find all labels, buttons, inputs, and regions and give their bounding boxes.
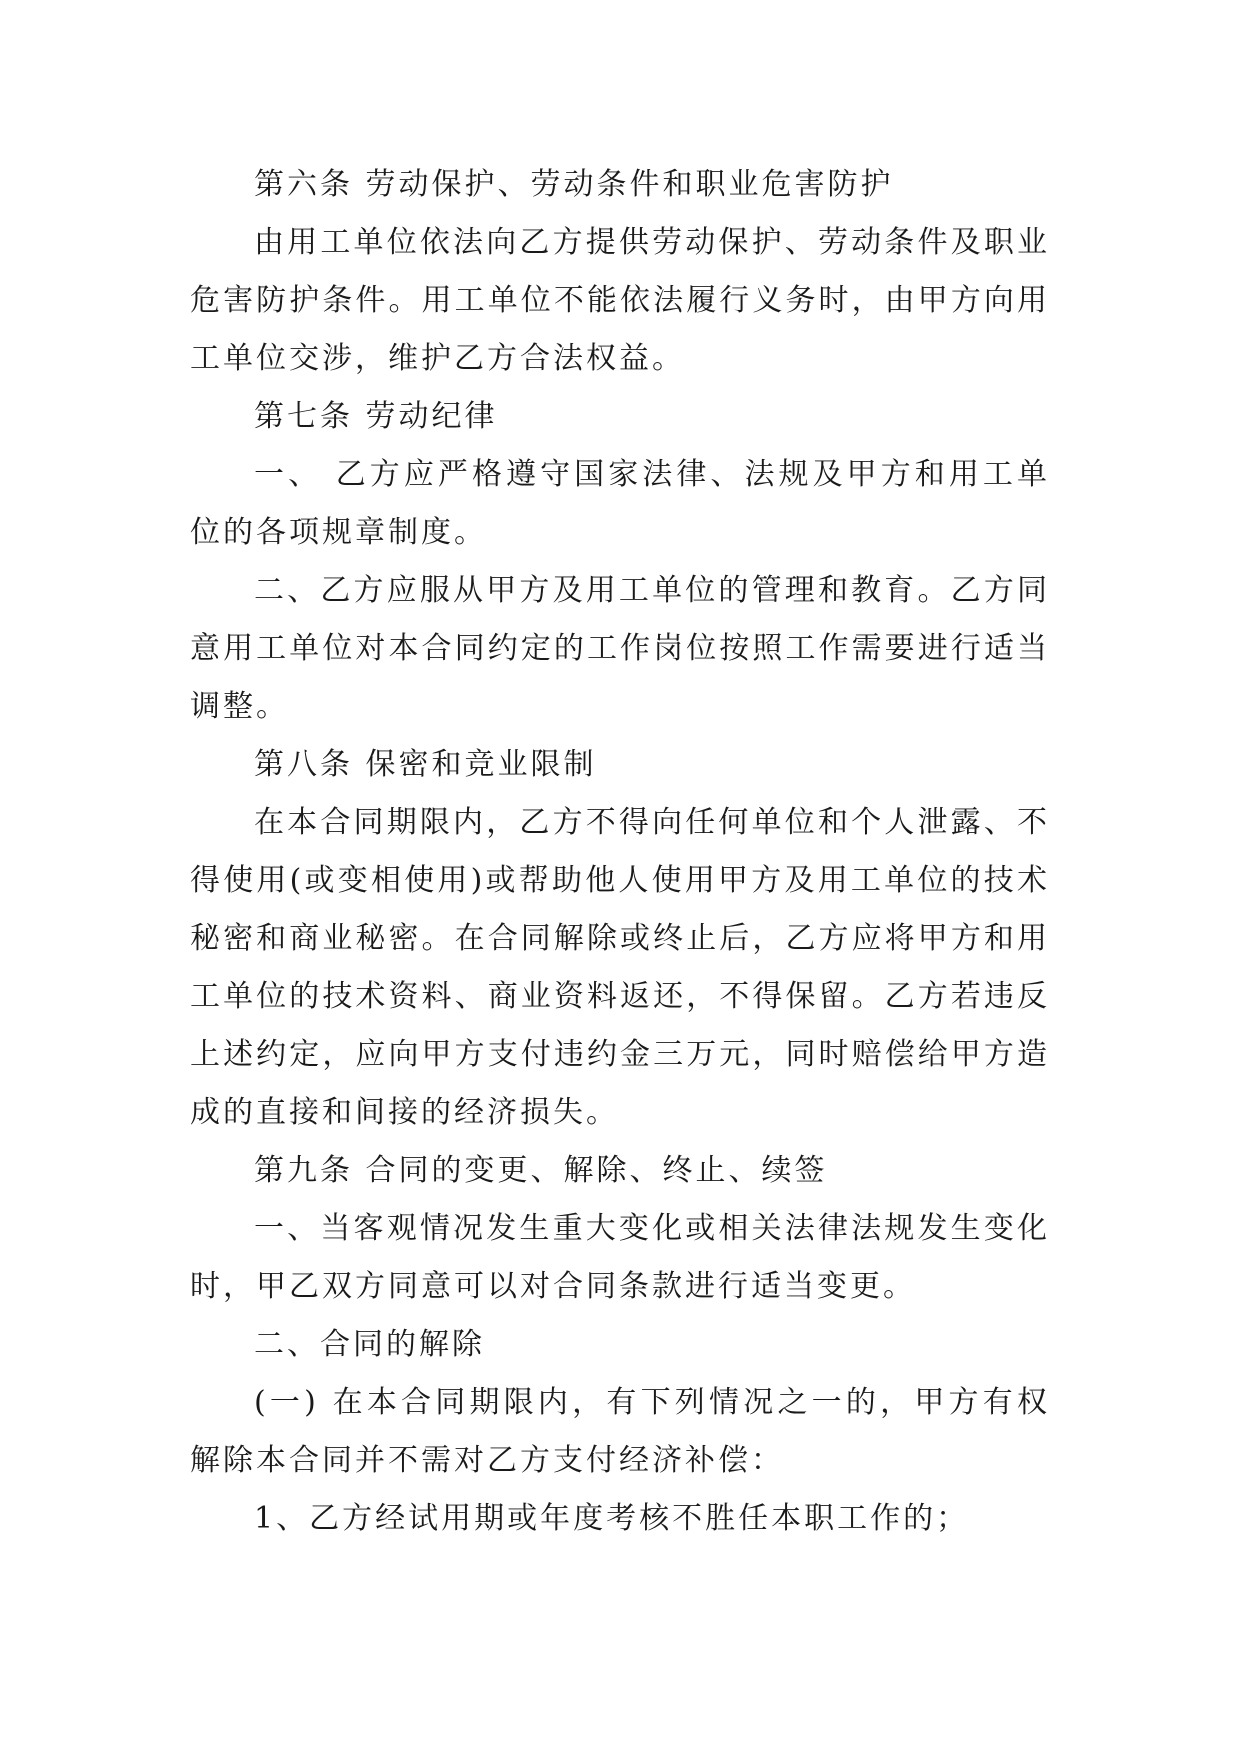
article-9-subclause-1: (一) 在本合同期限内，有下列情况之一的，甲方有权解除本合同并不需对乙方支付经济补偿： xyxy=(190,1385,1050,1478)
article-7-heading: 第七条 劳动纪律 xyxy=(254,399,498,434)
document-body xyxy=(190,156,1050,1548)
article-7-clause-2: 二、乙方应服从甲方及用工单位的管理和教育。乙方同意用工单位对本合同约定的工作岗位按照工作需要进行适当调整。 xyxy=(190,573,1050,724)
article-8-heading: 第八条 保密和竞业限制 xyxy=(254,747,597,782)
article-8-paragraph: 在本合同期限内，乙方不得向任何单位和个人泄露、不得使用(或变相使用)或帮助他人使用甲方及用工单位的技术秘密和商业秘密。在合同解除或终止后，乙方应将甲方和用工单位的技术资料、商业资料返还，不得保留。乙方若违反上述约定，应向甲方支付违约金三万元，同时赔偿给甲方造成的直接和间接的经济损失。 xyxy=(190,805,1050,1130)
article-6-heading: 第六条 劳动保护、劳动条件和职业危害防护 xyxy=(254,167,894,202)
article-9-clause-1: 一、当客观情况发生重大变化或相关法律法规发生变化时，甲乙双方同意可以对合同条款进行适当变更。 xyxy=(190,1211,1050,1304)
article-7-clause-1: 一、 乙方应严格遵守国家法律、法规及甲方和用工单位的各项规章制度。 xyxy=(190,457,1050,550)
article-6-paragraph: 由用工单位依法向乙方提供劳动保护、劳动条件及职业危害防护条件。用工单位不能依法履行义务时，由甲方向用工单位交涉，维护乙方合法权益。 xyxy=(190,225,1050,376)
article-9-item-1: 1、乙方经试用期或年度考核不胜任本职工作的； xyxy=(254,1501,970,1536)
article-9-clause-2-heading: 二、合同的解除 xyxy=(254,1327,485,1362)
article-9-heading: 第九条 合同的变更、解除、终止、续签 xyxy=(254,1153,828,1188)
